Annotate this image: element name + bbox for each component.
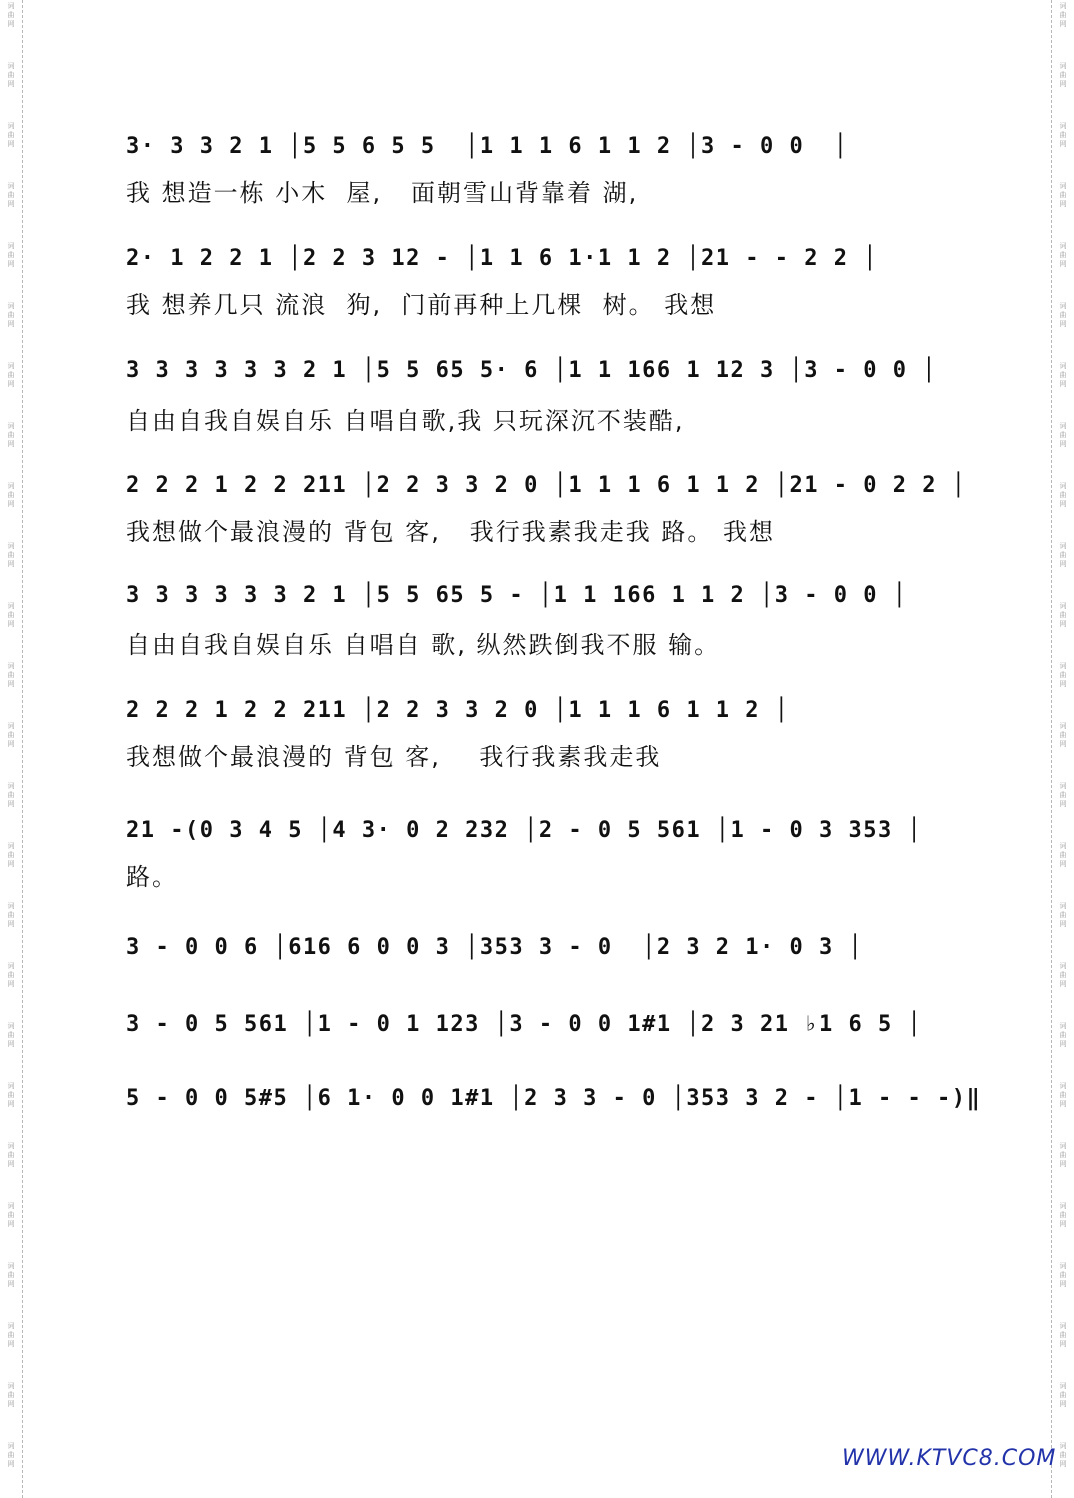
watermark-stamp: 词 曲 网 (7, 782, 15, 808)
notation-line-6: 2 2 2 1 2 2 211 │2 2 3 3 2 0 │1 1 1 6 1 1 2 │ (126, 698, 790, 723)
watermark-stamp: 词 曲 网 (7, 902, 15, 928)
watermark-stamp: 词 曲 网 (1059, 482, 1067, 508)
notation-line-5: 3 3 3 3 3 3 2 1 │5 5 65 5 - │1 1 166 1 1 2 │3 - 0 0 │ (126, 583, 908, 608)
watermark-stamp: 词 曲 网 (1059, 62, 1067, 88)
watermark-stamp: 词 曲 网 (7, 122, 15, 148)
watermark-stamp: 词 曲 网 (1059, 1082, 1067, 1108)
watermark-stamp: 词 曲 网 (7, 662, 15, 688)
watermark-stamp: 词 曲 网 (7, 602, 15, 628)
watermark-stamp: 词 曲 网 (7, 1082, 15, 1108)
watermark-stamp: 词 曲 网 (1059, 1382, 1067, 1408)
watermark-stamp: 词 曲 网 (7, 242, 15, 268)
watermark-stamp: 词 曲 网 (7, 182, 15, 208)
watermark-stamp: 词 曲 网 (1059, 2, 1067, 28)
notation-line-1: 3· 3 3 2 1 │5 5 6 5 5 │1 1 1 6 1 1 2 │3 - 0 0 │ (126, 134, 849, 159)
lyric-line-2: 我 想养几只 流浪 狗, 门前再种上几棵 树。 我想 (126, 291, 717, 319)
watermark-stamp: 词 曲 网 (1059, 1262, 1067, 1288)
lyric-line-10 (126, 1116, 956, 1146)
watermark-stamp: 词 曲 网 (1059, 782, 1067, 808)
watermark-stamp: 词 曲 网 (7, 1322, 15, 1348)
watermark-stamp: 词 曲 网 (7, 1022, 15, 1048)
watermark-stamp: 词 曲 网 (1059, 242, 1067, 268)
lyric-line-5: 自由自我自娱自乐 自唱自 歌, 纵然跌倒我不服 输。 (126, 631, 721, 659)
watermark-stamp: 词 曲 网 (1059, 362, 1067, 388)
watermark-stamp: 词 曲 网 (1059, 1202, 1067, 1228)
watermark-stamp: 词 曲 网 (7, 482, 15, 508)
notation-line-2: 2· 1 2 2 1 │2 2 3 12 - │1 1 6 1·1 1 2 │21 - - 2 2 │ (126, 246, 879, 271)
lyric-line-9 (126, 1042, 956, 1072)
watermark-stamp: 词 曲 网 (7, 2, 15, 28)
watermark-stamp: 词 曲 网 (1059, 542, 1067, 568)
watermark-stamp: 词 曲 网 (1059, 182, 1067, 208)
watermark-stamp: 词 曲 网 (7, 422, 15, 448)
watermark-stamp: 词 曲 网 (7, 362, 15, 388)
watermark-stamp: 词 曲 网 (7, 1142, 15, 1168)
watermark-stamp: 词 曲 网 (1059, 422, 1067, 448)
watermark-stamp: 词 曲 网 (1059, 122, 1067, 148)
watermark-stamp: 词 曲 网 (7, 302, 15, 328)
watermark-stamp: 词 曲 网 (7, 842, 15, 868)
lyric-line-8 (126, 965, 956, 995)
watermark-stamp: 词 曲 网 (1059, 302, 1067, 328)
watermark-stamp: 词 曲 网 (1059, 602, 1067, 628)
watermark-stamp: 词 曲 网 (1059, 842, 1067, 868)
notation-line-3: 3 3 3 3 3 3 2 1 │5 5 65 5· 6 │1 1 166 1 12 3 │3 - 0 0 │ (126, 358, 937, 383)
watermark-stamp: 词 曲 网 (1059, 902, 1067, 928)
watermark-stamp: 词 曲 网 (7, 722, 15, 748)
lyric-line-6: 我想做个最浪漫的 背包 客, 我行我素我走我 (126, 743, 662, 771)
notation-line-4: 2 2 2 1 2 2 211 │2 2 3 3 2 0 │1 1 1 6 1 1 2 │21 - 0 2 2 │ (126, 473, 967, 498)
watermark-stamp: 词 曲 网 (7, 1262, 15, 1288)
watermark-stamp: 词 曲 网 (7, 1382, 15, 1408)
lyric-line-7: 路。 (126, 863, 178, 891)
notation-line-9: 3 - 0 5 561 │1 - 0 1 123 │3 - 0 0 1#1 │2 3 21 ♭1 6 5 │ (126, 1012, 923, 1037)
site-logo: WWW.KTVC8.COM (842, 1446, 1057, 1471)
lyric-line-1: 我 想造一栋 小木 屋, 面朝雪山背靠着 湖, (126, 179, 639, 207)
watermark-stamp: 词 曲 网 (1059, 1442, 1067, 1468)
notation-line-8: 3 - 0 0 6 │616 6 0 0 3 │353 3 - 0 │2 3 2 1· 0 3 │ (126, 935, 864, 960)
watermark-stamp: 词 曲 网 (1059, 1322, 1067, 1348)
watermark-stamp: 词 曲 网 (7, 542, 15, 568)
watermark-stamp: 词 曲 网 (1059, 962, 1067, 988)
watermark-stamp: 词 曲 网 (1059, 1022, 1067, 1048)
watermark-stamp: 词 曲 网 (7, 62, 15, 88)
notation-line-7: 21 -(0 3 4 5 │4 3· 0 2 232 │2 - 0 5 561 │1 - 0 3 353 │ (126, 818, 923, 843)
notation-line-10: 5 - 0 0 5#5 │6 1· 0 0 1#1 │2 3 3 - 0 │353 3 2 - │1 - - -)‖ (126, 1086, 982, 1111)
watermark-stamp: 词 曲 网 (7, 962, 15, 988)
watermark-stamp: 词 曲 网 (7, 1202, 15, 1228)
watermark-stamp: 词 曲 网 (7, 1442, 15, 1468)
watermark-stamp: 词 曲 网 (1059, 1142, 1067, 1168)
lyric-line-3: 自由自我自娱自乐 自唱自歌,我 只玩深沉不装酷, (126, 407, 685, 435)
watermark-stamp: 词 曲 网 (1059, 722, 1067, 748)
watermark-stamp: 词 曲 网 (1059, 662, 1067, 688)
lyric-line-4: 我想做个最浪漫的 背包 客, 我行我素我走我 路。 我想 (126, 518, 776, 546)
